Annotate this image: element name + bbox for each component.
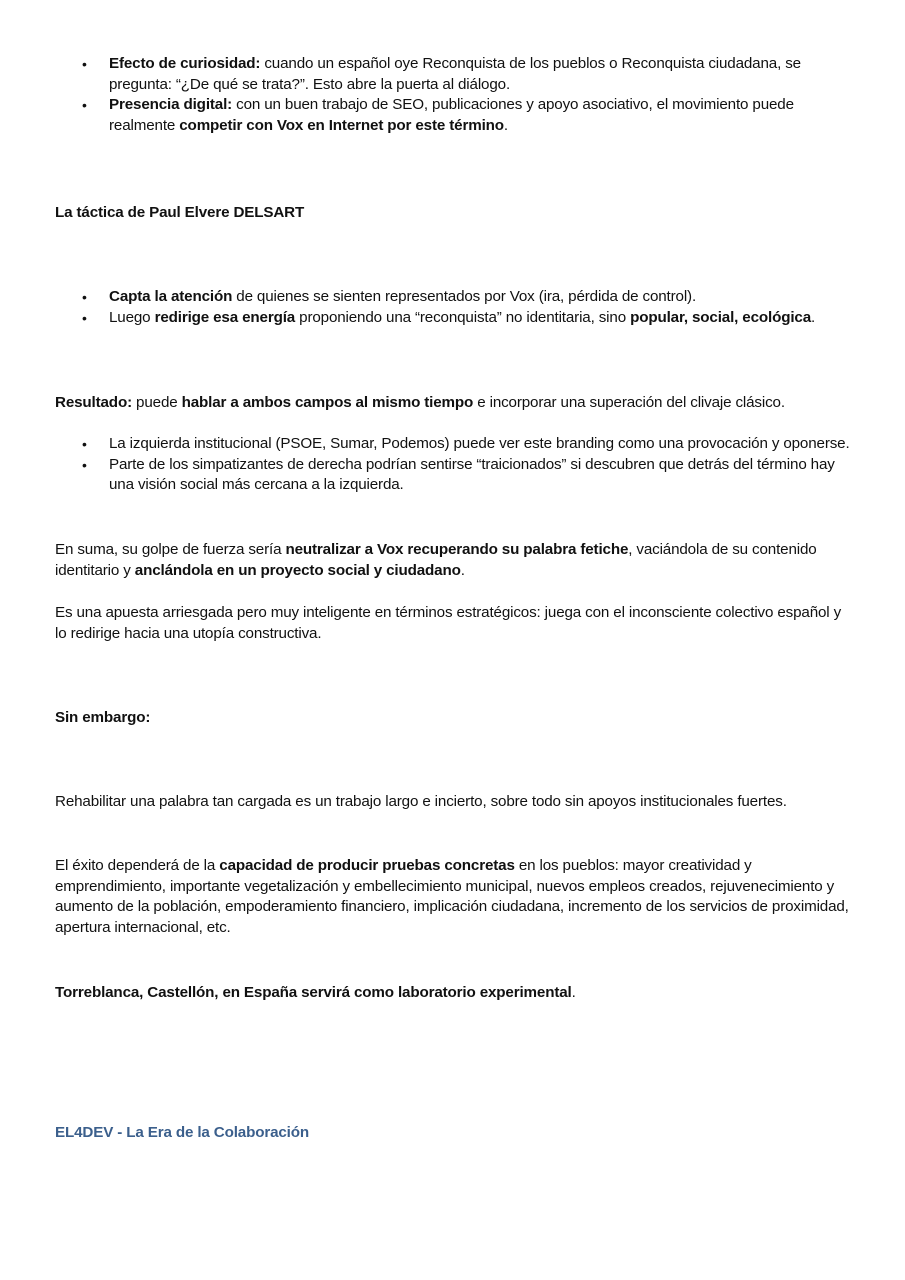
heading-tactic: La táctica de Paul Elvere DELSART	[55, 204, 305, 221]
bold-text: Torreblanca, Castellón, en España servirá como laboratorio experimental	[55, 984, 572, 1001]
bold-text: anclándola en un proyecto social y ciudadano	[134, 561, 461, 579]
bold-text: capacidad de producir pruebas concretas	[219, 857, 515, 874]
list-item: • Parte de los simpatizantes de derecha podrían sentirse “traicionados” si descubren que detrás del término hay una visión social más cercana a la izquierda.	[55, 455, 850, 496]
lab-paragraph: Torreblanca, Castellón, en España servirá como laboratorio experimental.	[55, 984, 576, 1001]
bold-text: Resultado:	[55, 394, 132, 411]
list-item: • La izquierda institucional (PSOE, Sumar, Podemos) puede ver este branding como una provocación y oponerse.	[55, 434, 850, 455]
bold-text: Efecto de curiosidad:	[109, 55, 261, 72]
bullet-list-tactic	[55, 287, 850, 328]
list-item: • Capta la atención de quienes se sienten representados por Vox (ira, pérdida de control).	[55, 287, 850, 308]
footer-title: EL4DEV - La Era de la Colaboración	[55, 1124, 309, 1141]
success-paragraph: El éxito dependerá de la capacidad de producir pruebas concretas en los pueblos: mayor creatividad y emprendimiento, importante vegetalización y embellecimiento municipal, nuevos empleos creados, rejuvenecimiento y aumento de la población, empoderamiento financiero, implicación ciudadana, incremento de los servicios de proximidad, apertura internacional, etc.	[55, 857, 849, 937]
bold-text: hablar a ambos campos al mismo tiempo	[181, 394, 474, 411]
bold-text: Presencia digital:	[109, 96, 233, 114]
bold-text: competir con Vox en Internet por este término	[179, 117, 504, 135]
rehab-paragraph: Rehabilitar una palabra tan cargada es un trabajo largo e incierto, sobre todo sin apoyos institucionales fuertes.	[55, 793, 787, 810]
bet-paragraph: Es una apuesta arriesgada pero muy inteligente en términos estratégicos: juega con el inconsciente colectivo español y lo redirige hacia una utopía constructiva.	[55, 604, 842, 642]
bold-text: Capta la atención	[109, 288, 233, 305]
summary-paragraph: En suma, su golpe de fuerza sería neutralizar a Vox recuperando su palabra fetiche, vaciándola de su contenido identitario y anclándola en un proyecto social y ciudadano.	[55, 541, 817, 579]
heading-however: Sin embargo:	[55, 709, 151, 726]
bold-text: neutralizar a Vox recuperando su palabra fetiche	[285, 541, 629, 558]
list-item: • Presencia digital: con un buen trabajo de SEO, publicaciones y apoyo asociativo, el movimiento puede realmente competir con Vox en Internet por este término.	[55, 95, 850, 136]
bold-text: redirige esa energía	[154, 308, 296, 326]
list-item: • Efecto de curiosidad: cuando un español oye Reconquista de los pueblos o Reconquista ciudadana, se pregunta: “¿De qué se trata?”. Esto abre la puerta al diálogo.	[55, 54, 850, 95]
list-item: • Luego redirige esa energía proponiendo una “reconquista” no identitaria, sino popular, social, ecológica.	[55, 308, 850, 329]
bullet-list-result	[55, 434, 850, 496]
bold-text: popular, social, ecológica	[630, 308, 812, 326]
bullet-list-top	[55, 54, 850, 137]
result-paragraph: Resultado: puede hablar a ambos campos al mismo tiempo e incorporar una superación del clivaje clásico.	[55, 394, 785, 411]
